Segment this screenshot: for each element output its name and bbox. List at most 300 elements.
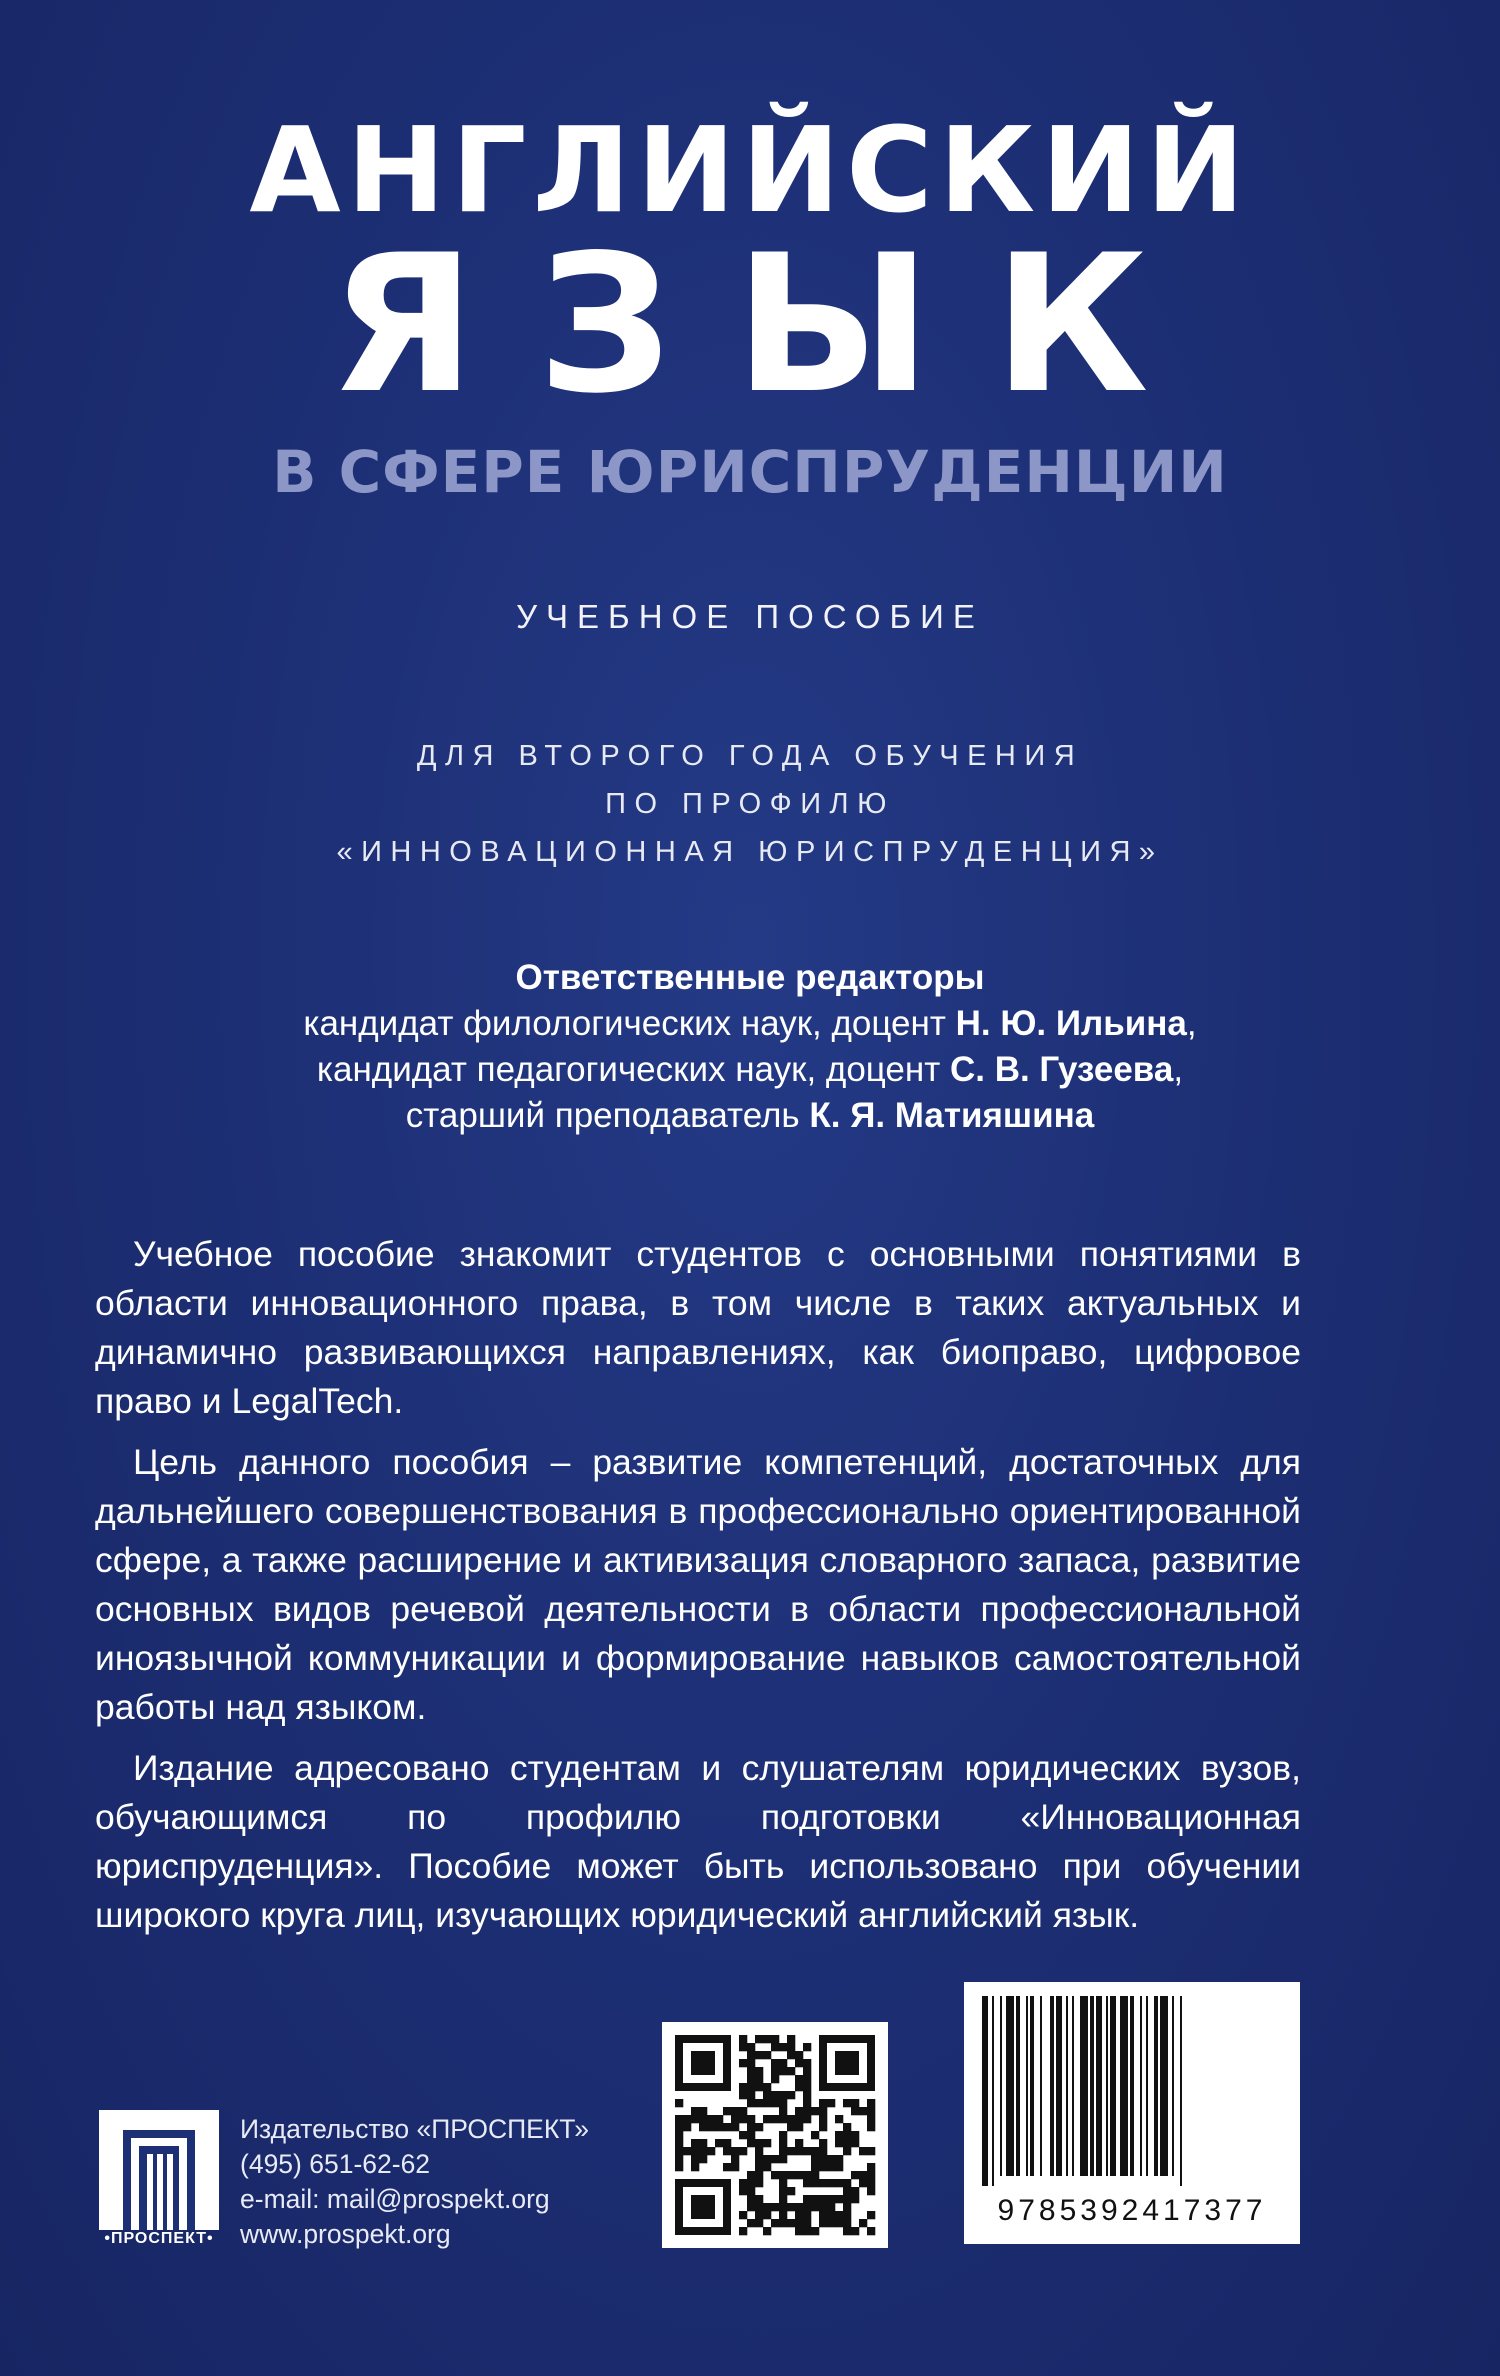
barcode-bar [1110,1996,1116,2176]
qr-module [747,2187,755,2195]
qr-module [779,2131,787,2139]
qr-module [763,2083,771,2091]
barcode-bar [1120,1996,1128,2176]
qr-module [795,2083,803,2091]
qr-module [811,2163,819,2171]
qr-module [779,2099,787,2107]
qr-module [819,2155,827,2163]
qr-module [867,2123,875,2131]
qr-module [795,2139,803,2147]
qr-module [779,2147,787,2155]
qr-module [747,2099,755,2107]
qr-module [867,2107,875,2115]
qr-module [827,2219,835,2227]
qr-module [747,2131,755,2139]
qr-module [763,2091,771,2099]
qr-module [779,2203,787,2211]
qr-module [835,2051,859,2075]
qr-module [843,2099,851,2107]
qr-module [867,2115,875,2123]
qr-module [675,2099,683,2107]
publisher-name: Издательство «ПРОСПЕКТ» [240,2114,590,2144]
qr-module [731,2123,739,2131]
publisher-logo-text: •ПРОСПЕКТ• [104,2230,214,2247]
qr-module [755,2163,763,2171]
qr-module [747,2091,755,2099]
qr-module [803,2099,811,2107]
qr-module [843,2123,851,2131]
publisher-website: www.prospekt.org [240,2219,451,2249]
qr-module [691,2163,699,2171]
qr-module [755,2203,763,2211]
qr-module [747,2179,755,2187]
qr-module [747,2115,755,2123]
qr-module [747,2059,755,2067]
qr-module [755,2051,763,2059]
qr-module [699,2155,707,2163]
qr-module [779,2043,787,2051]
qr-module [795,2107,803,2115]
barcode-bar [1050,1996,1054,2176]
qr-module [819,2203,827,2211]
qr-module [739,2187,747,2195]
qr-module [691,2195,715,2219]
qr-module [835,2195,843,2203]
qr-module [827,2163,835,2171]
qr-module [739,2147,747,2155]
qr-code-graphic [662,2022,888,2248]
qr-module [715,2115,723,2123]
qr-module [843,2179,851,2187]
qr-module [731,2155,739,2163]
qr-module [699,2115,707,2123]
qr-module [787,2219,795,2227]
publisher-logo-icon [97,2108,221,2248]
qr-module [771,2091,779,2099]
qr-module [771,2203,779,2211]
qr-module [763,2051,771,2059]
qr-module [707,2147,715,2155]
audience-line: ДЛЯ ВТОРОГО ГОДА ОБУЧЕНИЯ [416,740,1084,772]
qr-module [755,2179,763,2187]
barcode-bar [1180,1996,1182,2186]
qr-module [803,2179,811,2187]
qr-module [755,2155,763,2163]
qr-module [779,2067,787,2075]
qr-module [851,2195,859,2203]
qr-module [675,2155,683,2163]
barcode-number: 9785392417377 [997,2194,1267,2227]
qr-module [867,2179,875,2187]
description [95,1230,1301,1952]
qr-module [763,2099,771,2107]
qr-module [795,2203,803,2211]
qr-module [739,2211,747,2219]
title-line-1: АНГЛИЙСКИЙ [249,101,1251,239]
qr-module [755,2075,763,2083]
qr-module [851,2171,859,2179]
qr-module [795,2075,803,2083]
qr-module [779,2107,787,2115]
editor-line [0,1047,1500,1093]
barcode-bar [1140,1996,1142,2176]
qr-module [779,2115,787,2123]
qr-module [795,2211,803,2219]
qr-module [843,2227,851,2235]
qr-module [867,2211,875,2219]
qr-module [723,2147,731,2155]
qr-module [755,2147,763,2155]
qr-module [787,2091,795,2099]
qr-module [851,2107,859,2115]
qr-module [691,2115,699,2123]
barcode-icon [964,1982,1300,2192]
qr-module [859,2171,867,2179]
qr-module [795,2123,803,2131]
qr-module [739,2179,747,2187]
qr-module [779,2171,787,2179]
editor-title: старший преподаватель [405,1096,810,1135]
qr-module [811,2131,819,2139]
qr-module [811,2155,819,2163]
qr-module [827,2099,835,2107]
editor-name: С. В. Гузеева [949,1050,1174,1089]
qr-module [787,2147,795,2155]
barcode-bar [1160,1996,1168,2176]
qr-module [747,2083,755,2091]
qr-module [851,2131,859,2139]
qr-module [771,2043,779,2051]
qr-module [691,2051,715,2075]
qr-module [795,2171,803,2179]
qr-module [699,2107,707,2115]
qr-module [739,2035,747,2043]
qr-module [779,2091,787,2099]
qr-module [803,2211,811,2219]
qr-module [867,2227,875,2235]
qr-module [691,2139,699,2147]
barcode-bar [1000,1996,1002,2176]
qr-module [803,2075,811,2083]
qr-module [843,2187,851,2195]
barcode-bar [1096,1996,1102,2176]
qr-module [851,2099,859,2107]
qr-module [859,2219,867,2227]
description-paragraph: Издание адресовано студентам и слушателям юридических вузов, обучающимся по профилю подготовки «Инновационная юриспруденция». Пособие может быть использовано при обучении широкого круга лиц, изучающих юридический английский язык. [95,1748,1301,1935]
qr-module [779,2155,787,2163]
qr-module [763,2155,771,2163]
qr-module [779,2139,787,2147]
qr-module [819,2195,827,2203]
qr-module [723,2139,731,2147]
editor-name: К. Я. Матияшина [809,1096,1095,1135]
editor-line [0,1093,1500,1139]
qr-module [755,2139,763,2147]
qr-module [787,2067,795,2075]
qr-module [699,2139,707,2147]
qr-module [771,2155,779,2163]
qr-module [747,2075,755,2083]
qr-module [851,2139,859,2147]
qr-module [867,2163,875,2171]
audience-line: ПО ПРОФИЛЮ [605,788,895,820]
qr-module [819,2099,827,2107]
qr-module [851,2227,859,2235]
qr-module [795,2147,803,2155]
qr-module [763,2115,771,2123]
qr-module [811,2107,819,2115]
qr-module [683,2123,691,2131]
qr-module [707,2115,715,2123]
qr-module [819,2123,827,2131]
barcode-bar [1106,1996,1108,2176]
qr-module [787,2123,795,2131]
qr-module [763,2203,771,2211]
qr-module [811,2227,819,2235]
editor-line [0,1001,1500,1047]
qr-module [771,2067,779,2075]
publisher-phone: (495) 651-62-62 [240,2149,431,2179]
publisher-contacts [240,2112,589,2252]
qr-module [811,2203,819,2211]
qr-module [771,2035,779,2043]
qr-module [803,2227,811,2235]
qr-module [819,2107,827,2115]
qr-module [819,2139,827,2147]
barcode-bar [1026,1996,1028,2176]
qr-module [755,2083,763,2091]
barcode [964,1982,1300,2244]
qr-module [715,2123,723,2131]
editor-suffix: , [1173,1050,1184,1089]
qr-module [771,2059,779,2067]
barcode-bar [992,1996,994,2186]
qr-module [699,2123,707,2131]
qr-module [755,2195,763,2203]
qr-module [771,2115,779,2123]
qr-module [675,2139,683,2147]
qr-module [795,2227,803,2235]
qr-module [747,2203,755,2211]
publisher-email: e-mail: mail@prospekt.org [240,2184,550,2214]
qr-module [811,2171,819,2179]
qr-code-icon [662,2022,888,2248]
qr-module [763,2163,771,2171]
qr-module [763,2227,771,2235]
qr-module [803,2171,811,2179]
qr-module [675,2131,683,2139]
qr-module [731,2147,739,2155]
qr-module [739,2115,747,2123]
qr-module [803,2043,811,2051]
qr-module [859,2107,867,2115]
qr-module [811,2147,819,2155]
qr-module [691,2107,699,2115]
qr-module [819,2163,827,2171]
qr-module [819,2147,827,2155]
qr-module [771,2171,779,2179]
qr-module [787,2187,795,2195]
description-paragraph: Учебное пособие знакомит студентов с основными понятиями в области инновационного права, в том числе в таких актуальных и динамично развивающихся направлениях, как биоправо, цифровое право и LegalTech. [95,1234,1301,1421]
qr-module [803,2195,811,2203]
qr-module [859,2147,867,2155]
qr-module [779,2219,787,2227]
qr-module [747,2067,755,2075]
qr-module [723,2123,731,2131]
qr-module [739,2107,747,2115]
editors-heading: Ответственные редакторы [515,958,985,997]
qr-module [779,2059,787,2067]
barcode-bar [1040,1996,1042,2176]
qr-module [827,2155,835,2163]
qr-module [803,2059,811,2067]
qr-module [675,2147,683,2155]
barcode-bar [1066,1996,1068,2176]
qr-module [827,2211,835,2219]
qr-module [763,2211,771,2219]
qr-module [795,2115,803,2123]
qr-module [731,2107,739,2115]
qr-module [835,2179,843,2187]
qr-module [835,2131,843,2139]
qr-module [835,2163,843,2171]
qr-module [843,2211,851,2219]
qr-module [763,2035,771,2043]
qr-module [731,2163,739,2171]
qr-module [739,2059,747,2067]
qr-module [755,2067,763,2075]
qr-module [675,2163,683,2171]
qr-module [843,2147,851,2155]
editors-block [0,955,1500,1139]
qr-module [691,2147,699,2155]
barcode-bar [1056,1996,1062,2176]
qr-module [843,2139,851,2147]
qr-module [795,2059,803,2067]
qr-module [787,2035,795,2043]
title-line-2: ЯЗЫК [329,214,1211,435]
qr-module [867,2147,875,2155]
qr-module [803,2219,811,2227]
barcode-bar [1130,1996,1134,2176]
barcode-bar [1006,1996,1014,2176]
qr-module [739,2091,747,2099]
qr-module [747,2043,755,2051]
qr-module [699,2147,707,2155]
qr-module [747,2051,755,2059]
audience-line: «ИННОВАЦИОННАЯ ЮРИСПРУДЕНЦИЯ» [336,836,1164,868]
barcode-bar [1030,1996,1034,2176]
qr-module [739,2043,747,2051]
audience-block [0,732,1500,876]
qr-module [715,2139,723,2147]
book-type: УЧЕБНОЕ ПОСОБИЕ [516,598,984,635]
qr-module [755,2219,763,2227]
qr-module [683,2115,691,2123]
qr-module [803,2107,811,2115]
qr-module [747,2195,755,2203]
qr-module [787,2043,795,2051]
qr-module [787,2051,795,2059]
qr-module [787,2171,795,2179]
qr-module [819,2211,827,2219]
qr-module [763,2139,771,2147]
qr-module [867,2187,875,2195]
barcode-bar [1146,1996,1148,2176]
qr-module [683,2147,691,2155]
qr-module [803,2083,811,2091]
qr-module [819,2219,827,2227]
subtitle: В СФЕРЕ ЮРИСПРУДЕНЦИИ [272,438,1228,506]
editor-title: кандидат филологических наук, доцент [303,1004,956,1043]
qr-module [867,2099,875,2107]
editor-name: Н. Ю. Ильина [955,1004,1187,1043]
qr-module [771,2075,779,2083]
barcode-bar [1172,1996,1174,2176]
qr-module [835,2155,843,2163]
qr-module [835,2115,843,2123]
qr-module [827,2195,835,2203]
qr-module [723,2163,731,2171]
qr-module [771,2219,779,2227]
qr-module [803,2067,811,2075]
qr-module [843,2195,851,2203]
barcode-bar [1090,1996,1094,2176]
qr-module [819,2179,827,2187]
qr-module [835,2219,843,2227]
qr-module [755,2035,763,2043]
qr-module [843,2203,851,2211]
qr-module [803,2147,811,2155]
qr-module [747,2219,755,2227]
qr-module [795,2051,803,2059]
qr-module [779,2211,787,2219]
description-paragraph: Цель данного пособия – развитие компетенций, достаточных для дальнейшего совершенствования в профессионально ориентированной сфере, а также расширение и активизация словарного запаса, развитие основных видов речевой деятельности в области профессиональной иноязычной коммуникации и формирование навыков самостоятельной работы над языком. [95,1442,1301,1727]
qr-module [795,2219,803,2227]
qr-module [755,2171,763,2179]
qr-module [779,2179,787,2187]
barcode-bar [1016,1996,1020,2176]
qr-module [787,2203,795,2211]
qr-module [739,2131,747,2139]
qr-module [747,2171,755,2179]
qr-module [779,2195,787,2203]
qr-module [803,2203,811,2211]
qr-module [843,2219,851,2227]
barcode-bar [982,1996,988,2186]
qr-module [859,2179,867,2187]
qr-module [819,2115,827,2123]
qr-module [827,2179,835,2187]
qr-module [739,2083,747,2091]
qr-module [787,2115,795,2123]
barcode-bar [1072,1996,1074,2176]
qr-module [755,2123,763,2131]
qr-module [843,2131,851,2139]
qr-module [755,2099,763,2107]
qr-module [867,2171,875,2179]
editor-title: кандидат педагогических наук, доцент [316,1050,950,1089]
qr-module [755,2211,763,2219]
qr-module [811,2195,819,2203]
qr-module [779,2187,787,2195]
qr-module [803,2115,811,2123]
editor-suffix: , [1186,1004,1197,1043]
qr-module [811,2179,819,2187]
qr-module [835,2139,843,2147]
qr-module [851,2187,859,2195]
barcode-bar [1154,1996,1158,2176]
